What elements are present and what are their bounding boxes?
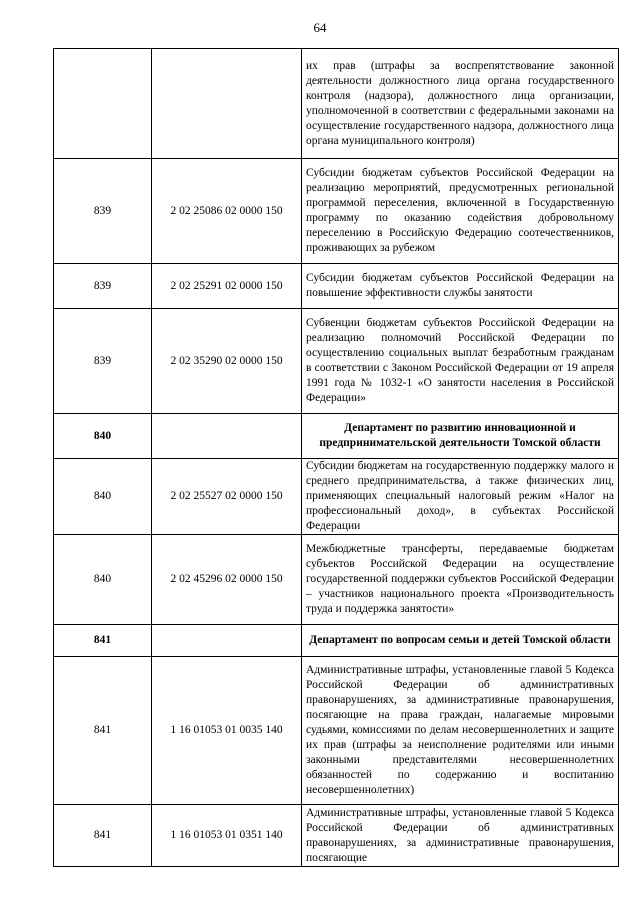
description-text: Субсидии бюджетам субъектов Российской Федерации на повышение эффективности службы занятости <box>306 272 614 299</box>
revenue-code-cell <box>152 625 302 657</box>
description-text: Субсидии бюджетам на государственную поддержку малого и среднего предпринимательства, а также физических лиц, применяющих специальный налоговый режим «Налог на профессиональный доход», в субъектах Российской Федерации <box>306 460 614 532</box>
revenue-code-cell: 1 16 01053 01 0351 140 <box>152 805 302 867</box>
description-cell <box>302 309 619 414</box>
description-cell <box>302 535 619 625</box>
revenue-code-cell <box>152 414 302 459</box>
description-cell <box>302 49 619 159</box>
table-row <box>54 159 619 264</box>
description-text: Межбюджетные трансферты, передаваемые бюджетам субъектов Российской Федерации на осуществление государственной поддержки субъектов Российской Федерации – участников национального проекта «Производительность труда и поддержка занятости» <box>306 543 614 615</box>
description-text: их прав (штрафы за воспрепятствование законной деятельности должностного лица органа государственного контроля (надзора), должностного лица организации, уполномоченной в соответствии с федеральными законами на осуществление государственного надзора, должностного лица органа муниципального контроля) <box>306 59 614 147</box>
admin-code-cell: 839 <box>54 159 152 264</box>
department-row <box>54 625 619 657</box>
department-name: Департамент по вопросам семьи и детей Томской области <box>309 634 611 646</box>
department-name-cell <box>302 414 619 459</box>
description-cell <box>302 459 619 535</box>
revenue-code-cell: 2 02 25086 02 0000 150 <box>152 159 302 264</box>
description-cell <box>302 264 619 309</box>
description-text: Административные штрафы, установленные главой 5 Кодекса Российской Федерации об административных правонарушениях, за административные правонарушения, посягающие на права граждан, налагаемые мировыми судьями, комиссиями по делам несовершеннолетних и защите их прав (штрафы за неисполнение родителями или иными законными представителями несовершеннолетних обязанностей по содержанию и воспитанию несовершеннолетних) <box>306 664 614 796</box>
description-cell <box>302 159 619 264</box>
admin-code-cell: 841 <box>54 625 152 657</box>
admin-code-cell: 841 <box>54 805 152 867</box>
revenue-code-cell <box>152 49 302 159</box>
table-row <box>54 657 619 805</box>
table-row <box>54 459 619 535</box>
admin-code-cell: 839 <box>54 309 152 414</box>
revenue-code-cell: 2 02 35290 02 0000 150 <box>152 309 302 414</box>
table-row <box>54 535 619 625</box>
table-row <box>54 805 619 867</box>
admin-code-cell: 839 <box>54 264 152 309</box>
table-row <box>54 264 619 309</box>
description-cell <box>302 805 619 867</box>
revenue-code-cell: 1 16 01053 01 0035 140 <box>152 657 302 805</box>
department-name-cell <box>302 625 619 657</box>
page-number: 64 <box>313 20 327 35</box>
admin-code-cell: 841 <box>54 657 152 805</box>
budget-classification-table <box>53 48 619 867</box>
description-text: Административные штрафы, установленные главой 5 Кодекса Российской Федерации об административных правонарушениях, за административные правонарушения, посягающие <box>306 806 614 864</box>
table-row <box>54 49 619 159</box>
revenue-code-cell: 2 02 25291 02 0000 150 <box>152 264 302 309</box>
admin-code-cell: 840 <box>54 535 152 625</box>
department-row <box>54 414 619 459</box>
department-name: Департамент по развитию инновационной и предпринимательской деятельности Томской области <box>319 422 601 449</box>
description-text: Субсидии бюджетам субъектов Российской Федерации на реализацию мероприятий, предусмотренных региональной программой переселения, включенной в Государственную программу по оказанию содействия добровольному переселению в Российскую Федерацию соотечественников, проживающих за рубежом <box>306 167 614 254</box>
description-text: Субвенции бюджетам субъектов Российской Федерации на реализацию полномочий Российской Федерации по осуществлению социальных выплат безработным гражданам в соответствии с Законом Российской Федерации от 19 апреля 1991 года № 1032-1 «О занятости населения в Российской Федерации» <box>306 317 614 404</box>
revenue-code-cell: 2 02 25527 02 0000 150 <box>152 459 302 535</box>
admin-code-cell: 840 <box>54 414 152 459</box>
revenue-code-cell: 2 02 45296 02 0000 150 <box>152 535 302 625</box>
table-row <box>54 309 619 414</box>
admin-code-cell: 840 <box>54 459 152 535</box>
admin-code-cell <box>54 49 152 159</box>
description-cell <box>302 657 619 805</box>
